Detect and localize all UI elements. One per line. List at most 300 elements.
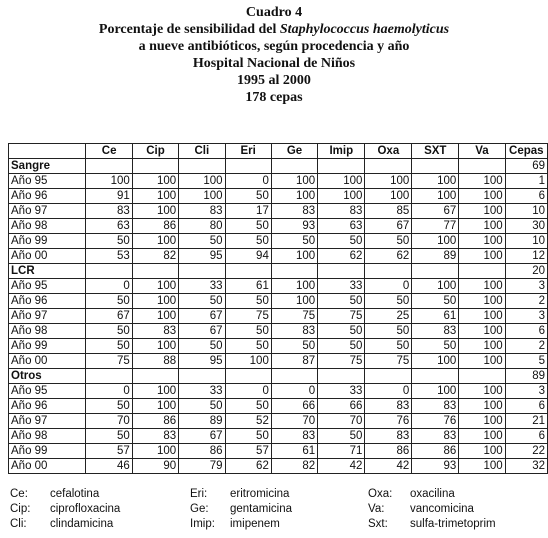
table-cell: 100 <box>459 354 505 369</box>
table-cell: 100 <box>459 339 505 354</box>
table-cell: 100 <box>459 324 505 339</box>
table-row <box>9 429 548 444</box>
table-cell: 50 <box>225 219 271 234</box>
empty-cell <box>225 159 271 174</box>
table-cell: 50 <box>318 339 365 354</box>
table-row <box>9 399 548 414</box>
empty-cell <box>225 264 271 279</box>
table-cell: 21 <box>505 414 547 429</box>
table-cell: 85 <box>365 204 412 219</box>
table-cell: 50 <box>86 234 132 249</box>
table-cell: 100 <box>179 174 225 189</box>
table-cell: 33 <box>179 384 225 399</box>
table-cell: 93 <box>412 459 459 474</box>
table-cell: 100 <box>412 384 459 399</box>
table-cell: 75 <box>271 309 317 324</box>
hospital-name: Hospital Nacional de Niños <box>192 56 356 71</box>
table-cell: 17 <box>225 204 271 219</box>
legend-antibiotic-name: imipenem <box>230 518 280 530</box>
legend-item <box>190 503 292 515</box>
table-cell: 6 <box>505 399 547 414</box>
table-cell: 75 <box>318 354 365 369</box>
table-cell: 100 <box>179 189 225 204</box>
table-cell: 6 <box>505 324 547 339</box>
table-cell: 100 <box>132 339 178 354</box>
table-cell: 100 <box>132 444 178 459</box>
section-label: Otros <box>9 369 86 384</box>
table-cell: 100 <box>132 204 178 219</box>
table-cell: 100 <box>459 204 505 219</box>
table-cell: 100 <box>318 189 365 204</box>
table-cell: 100 <box>271 189 317 204</box>
table-cell: 86 <box>179 444 225 459</box>
table-cell: 95 <box>179 354 225 369</box>
table-cell: 100 <box>132 294 178 309</box>
table-cell: 62 <box>365 249 412 264</box>
table-row <box>9 279 548 294</box>
table-cell: 57 <box>225 444 271 459</box>
table-cell: 100 <box>459 174 505 189</box>
empty-cell <box>225 369 271 384</box>
empty-cell <box>318 159 365 174</box>
table-cell: 50 <box>271 234 317 249</box>
legend-item <box>368 518 496 530</box>
table-cell: 86 <box>365 444 412 459</box>
table-cell: 67 <box>86 309 132 324</box>
table-cell: 70 <box>86 414 132 429</box>
table-cell: 100 <box>132 279 178 294</box>
table-row <box>9 339 548 354</box>
column-header: Cepas <box>505 144 547 159</box>
legend-antibiotic-name: clindamicina <box>50 518 114 530</box>
table-cell: 42 <box>318 459 365 474</box>
table-cell: 70 <box>318 414 365 429</box>
empty-cell <box>459 264 505 279</box>
table-row <box>9 459 548 474</box>
empty-cell <box>179 264 225 279</box>
table-cell: 33 <box>318 279 365 294</box>
table-cell: 50 <box>318 429 365 444</box>
table-cell: 46 <box>86 459 132 474</box>
row-label: Año 00 <box>9 354 86 369</box>
table-cell: 50 <box>271 339 317 354</box>
legend-abbreviation: Va: <box>368 503 385 515</box>
table-cell: 83 <box>365 429 412 444</box>
table-cell: 0 <box>225 384 271 399</box>
table-cell: 50 <box>179 234 225 249</box>
table-cell: 66 <box>318 399 365 414</box>
column-header: Cip <box>132 144 178 159</box>
section-row <box>9 369 548 384</box>
table-cell: 75 <box>318 309 365 324</box>
table-cell: 100 <box>459 219 505 234</box>
table-cell: 77 <box>412 219 459 234</box>
row-label: Año 00 <box>9 459 86 474</box>
table-cell: 50 <box>365 324 412 339</box>
table-row <box>9 204 548 219</box>
table-cell: 0 <box>86 384 132 399</box>
table-title-block <box>0 4 548 106</box>
table-cell: 50 <box>86 429 132 444</box>
table-cell: 33 <box>318 384 365 399</box>
table-row <box>9 384 548 399</box>
table-cell: 95 <box>179 249 225 264</box>
legend-item <box>190 518 280 530</box>
table-cell: 83 <box>132 324 178 339</box>
table-cell: 50 <box>365 294 412 309</box>
table-cell: 50 <box>86 324 132 339</box>
table-cell: 67 <box>365 219 412 234</box>
table-cell: 0 <box>271 384 317 399</box>
table-cell: 89 <box>412 249 459 264</box>
table-cell: 5 <box>505 354 547 369</box>
empty-cell <box>412 159 459 174</box>
table-cell: 100 <box>86 174 132 189</box>
organism-name: Staphylococcus haemolyticus <box>279 22 450 37</box>
empty-cell <box>271 264 317 279</box>
legend-item <box>10 518 113 530</box>
table-row <box>9 234 548 249</box>
header-row <box>9 144 548 159</box>
row-label: Año 99 <box>9 444 86 459</box>
table-cell: 100 <box>412 174 459 189</box>
table-cell: 50 <box>225 234 271 249</box>
table-cell: 100 <box>365 189 412 204</box>
section-cepas-total: 69 <box>505 159 547 174</box>
table-cell: 82 <box>132 249 178 264</box>
table-cell: 83 <box>179 204 225 219</box>
table-cell: 62 <box>225 459 271 474</box>
empty-cell <box>271 159 317 174</box>
legend-item <box>368 503 474 515</box>
period: 1995 al 2000 <box>237 73 311 88</box>
table-cell: 100 <box>365 174 412 189</box>
table-cell: 50 <box>365 234 412 249</box>
table-cell: 50 <box>225 339 271 354</box>
table-cell: 50 <box>318 294 365 309</box>
table-cell: 50 <box>225 429 271 444</box>
table-cell: 100 <box>271 294 317 309</box>
empty-cell <box>318 369 365 384</box>
legend-item <box>10 503 120 515</box>
table-cell: 86 <box>412 444 459 459</box>
row-label: Año 00 <box>9 249 86 264</box>
table-cell: 79 <box>179 459 225 474</box>
table-cell: 50 <box>179 294 225 309</box>
table-title-line-2: a nueve antibióticos, según procedencia y año <box>138 39 410 54</box>
table-row <box>9 219 548 234</box>
column-header: Imip <box>318 144 365 159</box>
table-cell: 61 <box>271 444 317 459</box>
column-header: Oxa <box>365 144 412 159</box>
table-number: Cuadro 4 <box>245 5 303 20</box>
table-cell: 50 <box>412 339 459 354</box>
section-row <box>9 159 548 174</box>
table-cell: 100 <box>459 309 505 324</box>
table-cell: 89 <box>179 414 225 429</box>
empty-cell <box>459 369 505 384</box>
table-cell: 50 <box>318 234 365 249</box>
legend-antibiotic-name: cefalotina <box>50 488 100 500</box>
table-cell: 93 <box>271 219 317 234</box>
row-label: Año 96 <box>9 294 86 309</box>
row-label: Año 95 <box>9 174 86 189</box>
table-cell: 30 <box>505 219 547 234</box>
table-cell: 83 <box>365 399 412 414</box>
table-cell: 71 <box>318 444 365 459</box>
table-cell: 66 <box>271 399 317 414</box>
table-cell: 100 <box>459 399 505 414</box>
legend-abbreviation: Imip: <box>190 518 215 530</box>
empty-cell <box>179 369 225 384</box>
row-label: Año 96 <box>9 189 86 204</box>
empty-cell <box>459 159 505 174</box>
table-cell: 100 <box>459 234 505 249</box>
table-cell: 100 <box>132 174 178 189</box>
table-cell: 0 <box>365 279 412 294</box>
table-cell: 42 <box>365 459 412 474</box>
table-cell: 22 <box>505 444 547 459</box>
legend-item <box>368 488 455 500</box>
table-cell: 50 <box>86 294 132 309</box>
table-cell: 100 <box>225 354 271 369</box>
table-cell: 100 <box>132 384 178 399</box>
legend-abbreviation: Ce: <box>10 488 28 500</box>
table-cell: 50 <box>412 294 459 309</box>
table-cell: 75 <box>225 309 271 324</box>
empty-cell <box>132 264 178 279</box>
table-cell: 100 <box>459 294 505 309</box>
legend-item <box>190 488 289 500</box>
table-cell: 70 <box>271 414 317 429</box>
table-cell: 83 <box>271 204 317 219</box>
table-cell: 83 <box>412 324 459 339</box>
table-cell: 50 <box>179 399 225 414</box>
table-cell: 57 <box>86 444 132 459</box>
empty-cell <box>132 369 178 384</box>
table-cell: 100 <box>459 429 505 444</box>
table-cell: 6 <box>505 189 547 204</box>
table-row <box>9 189 548 204</box>
table-cell: 82 <box>271 459 317 474</box>
column-header: Va <box>459 144 505 159</box>
title-prefix: Porcentaje de sensibilidad del <box>98 22 280 37</box>
section-label: Sangre <box>9 159 86 174</box>
table-cell: 0 <box>225 174 271 189</box>
table-cell: 83 <box>271 324 317 339</box>
table-cell: 100 <box>132 309 178 324</box>
row-label: Año 98 <box>9 324 86 339</box>
table-cell: 50 <box>86 399 132 414</box>
table-cell: 75 <box>86 354 132 369</box>
row-label: Año 99 <box>9 234 86 249</box>
empty-cell <box>179 159 225 174</box>
legend-antibiotic-name: ciprofloxacina <box>50 503 121 515</box>
legend-antibiotic-name: gentamicina <box>230 503 293 515</box>
table-cell: 12 <box>505 249 547 264</box>
table-cell: 100 <box>271 249 317 264</box>
table-row <box>9 354 548 369</box>
table-cell: 50 <box>86 339 132 354</box>
row-label: Año 98 <box>9 429 86 444</box>
legend-item <box>10 488 99 500</box>
section-row <box>9 264 548 279</box>
row-label: Año 96 <box>9 399 86 414</box>
table-cell: 76 <box>412 414 459 429</box>
table-cell: 83 <box>412 399 459 414</box>
table-cell: 63 <box>318 219 365 234</box>
sample-count: 178 cepas <box>245 90 303 105</box>
table-cell: 90 <box>132 459 178 474</box>
column-header: Ce <box>86 144 132 159</box>
column-header: Cli <box>179 144 225 159</box>
table-cell: 50 <box>225 189 271 204</box>
table-row <box>9 309 548 324</box>
table-cell: 100 <box>459 279 505 294</box>
row-label: Año 99 <box>9 339 86 354</box>
table-cell: 61 <box>412 309 459 324</box>
table-cell: 2 <box>505 339 547 354</box>
table-cell: 100 <box>271 174 317 189</box>
empty-cell <box>365 369 412 384</box>
table-cell: 100 <box>459 384 505 399</box>
table-cell: 100 <box>271 279 317 294</box>
table-cell: 10 <box>505 204 547 219</box>
table-cell: 25 <box>365 309 412 324</box>
table-cell: 83 <box>412 429 459 444</box>
table-cell: 87 <box>271 354 317 369</box>
legend-abbreviation: Sxt: <box>368 518 388 530</box>
empty-cell <box>132 159 178 174</box>
table-title-line-1 <box>0 21 548 38</box>
table-row <box>9 294 548 309</box>
table-cell: 52 <box>225 414 271 429</box>
legend-antibiotic-name: eritromicina <box>230 488 290 500</box>
empty-cell <box>365 159 412 174</box>
table-cell: 100 <box>412 354 459 369</box>
section-cepas-total: 89 <box>505 369 547 384</box>
legend-row <box>10 518 540 533</box>
column-header: Ge <box>271 144 317 159</box>
table-cell: 0 <box>86 279 132 294</box>
empty-cell <box>365 264 412 279</box>
table-cell: 91 <box>86 189 132 204</box>
empty-cell <box>86 264 132 279</box>
table-cell: 75 <box>365 354 412 369</box>
table-cell: 3 <box>505 279 547 294</box>
column-header: SXT <box>412 144 459 159</box>
table-cell: 50 <box>365 339 412 354</box>
table-cell: 50 <box>225 294 271 309</box>
table-cell: 100 <box>412 234 459 249</box>
header-corner-cell <box>9 144 86 159</box>
column-header: Eri <box>225 144 271 159</box>
table-cell: 67 <box>412 204 459 219</box>
row-label: Año 95 <box>9 279 86 294</box>
table-row <box>9 324 548 339</box>
table-cell: 86 <box>132 219 178 234</box>
table-cell: 2 <box>505 294 547 309</box>
table-cell: 100 <box>412 189 459 204</box>
legend-antibiotic-name: vancomicina <box>410 503 474 515</box>
table-cell: 61 <box>225 279 271 294</box>
table-row <box>9 414 548 429</box>
table-cell: 100 <box>459 444 505 459</box>
abbreviation-legend <box>10 488 540 533</box>
legend-abbreviation: Cip: <box>10 503 31 515</box>
table-cell: 100 <box>459 249 505 264</box>
legend-abbreviation: Cli: <box>10 518 27 530</box>
row-label: Año 98 <box>9 219 86 234</box>
row-label: Año 97 <box>9 309 86 324</box>
table-cell: 50 <box>225 399 271 414</box>
table-cell: 32 <box>505 459 547 474</box>
table-cell: 33 <box>179 279 225 294</box>
row-label: Año 97 <box>9 414 86 429</box>
table-cell: 83 <box>132 429 178 444</box>
table-cell: 62 <box>318 249 365 264</box>
table-cell: 100 <box>132 234 178 249</box>
table-cell: 76 <box>365 414 412 429</box>
table-cell: 50 <box>318 324 365 339</box>
row-label: Año 95 <box>9 384 86 399</box>
table-cell: 88 <box>132 354 178 369</box>
table-cell: 0 <box>365 384 412 399</box>
table-cell: 3 <box>505 309 547 324</box>
empty-cell <box>86 159 132 174</box>
table-cell: 83 <box>318 204 365 219</box>
section-label: LCR <box>9 264 86 279</box>
table-cell: 86 <box>132 414 178 429</box>
empty-cell <box>318 264 365 279</box>
legend-antibiotic-name: oxacilina <box>410 488 455 500</box>
legend-antibiotic-name: sulfa-trimetoprim <box>410 518 496 530</box>
table-cell: 3 <box>505 384 547 399</box>
legend-abbreviation: Ge: <box>190 503 209 515</box>
empty-cell <box>412 264 459 279</box>
table-row <box>9 174 548 189</box>
table-cell: 100 <box>459 459 505 474</box>
empty-cell <box>271 369 317 384</box>
table-cell: 100 <box>132 189 178 204</box>
table-cell: 50 <box>179 339 225 354</box>
table-cell: 63 <box>86 219 132 234</box>
table-cell: 94 <box>225 249 271 264</box>
row-label: Año 97 <box>9 204 86 219</box>
legend-row <box>10 503 540 518</box>
table-cell: 6 <box>505 429 547 444</box>
table-cell: 1 <box>505 174 547 189</box>
table-cell: 10 <box>505 234 547 249</box>
table-cell: 50 <box>225 324 271 339</box>
table-row <box>9 444 548 459</box>
legend-abbreviation: Oxa: <box>368 488 393 500</box>
table-cell: 83 <box>86 204 132 219</box>
empty-cell <box>86 369 132 384</box>
empty-cell <box>412 369 459 384</box>
legend-abbreviation: Eri: <box>190 488 208 500</box>
table-cell: 67 <box>179 309 225 324</box>
table-cell: 67 <box>179 429 225 444</box>
legend-row <box>10 488 540 503</box>
table-row <box>9 249 548 264</box>
table-cell: 100 <box>412 279 459 294</box>
table-cell: 100 <box>132 399 178 414</box>
table-cell: 100 <box>318 174 365 189</box>
table-cell: 100 <box>459 414 505 429</box>
table-cell: 80 <box>179 219 225 234</box>
table-body <box>9 159 548 474</box>
